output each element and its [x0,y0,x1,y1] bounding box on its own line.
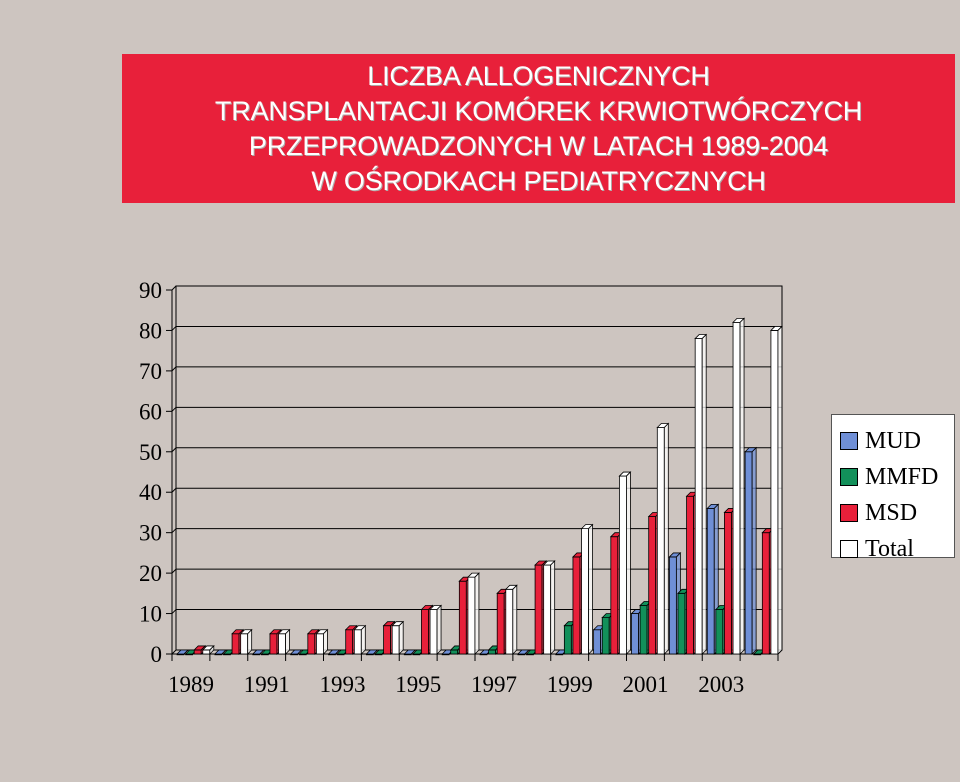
bar-total-1993 [354,630,361,654]
bar-msd-1999 [573,557,580,654]
bar-total-1998 [544,565,551,654]
bar-side-total-2004 [778,326,782,654]
bar-mmfd-2003 [716,610,723,654]
grid-line-side [172,610,176,614]
legend-label-total: Total [865,535,914,562]
y-tick-label: 60 [139,399,162,425]
x-tick-label: 1999 [546,672,593,697]
y-tick-label: 80 [139,318,162,344]
bar-msd-1996 [459,581,466,654]
grid-line-side [172,529,176,533]
bar-mmfd-1999 [564,626,571,654]
bar-side-total-1995 [437,606,441,654]
grid-line-side [172,448,176,452]
bar-msd-2000 [611,537,618,654]
y-tick-label: 70 [139,358,162,384]
legend-item-mmfd [840,459,954,495]
x-tick-label: 2003 [698,672,745,697]
bar-msd-2002 [687,496,694,654]
legend-label-mud: MUD [865,427,922,454]
bar-side-total-1998 [551,561,555,654]
bar-total-1989 [203,650,210,654]
bar-side-total-1993 [361,626,365,654]
bar-total-1999 [582,529,589,654]
bar-mmfd-2002 [678,593,685,654]
legend-label-msd: MSD [865,499,918,526]
grid-line-side [172,569,176,573]
bar-msd-2001 [649,516,656,654]
bar-mud-2004 [745,452,752,654]
x-tick-label: 2001 [622,672,669,697]
bar-total-2000 [619,476,626,654]
bar-mmfd-2001 [640,605,647,654]
bar-msd-1992 [308,634,315,654]
bar-side-total-1991 [286,630,290,654]
grid-line-side [172,488,176,492]
bar-total-1997 [506,589,513,654]
title-line-3: PRZEPROWADZONYCH W LATACH 1989-2004 [248,130,829,161]
y-tick-label: 10 [139,601,162,627]
bar-mud-2003 [707,508,714,654]
legend-swatch-mmfd [840,468,858,486]
bar-side-total-1992 [323,630,327,654]
chart-legend [831,414,955,562]
bar-msd-1994 [384,626,391,654]
bar-side-mud-2004 [752,448,756,654]
title-line-4: W OŚRODKACH PEDIATRYCZNYCH [311,165,766,196]
bar-total-1996 [468,577,475,654]
bar-side-total-2001 [664,424,668,654]
bar-side-total-1999 [589,525,593,654]
bar-msd-1993 [346,630,353,654]
y-tick-label: 50 [139,439,162,465]
bar-mmfd-1996 [451,650,458,654]
bar-mud-2000 [594,630,601,654]
bar-total-1991 [279,634,286,654]
x-tick-label: 1993 [319,672,366,697]
title-line-1: LICZBA ALLOGENICZNYCH [367,60,710,91]
bar-total-2002 [695,339,702,654]
x-tick-label: 1997 [470,672,517,697]
bar-total-2001 [657,428,664,654]
grid-line-side [172,650,176,654]
x-tick-label: 1989 [167,672,214,697]
bar-mmfd-1997 [489,650,496,654]
bar-side-total-1994 [399,622,403,654]
x-tick-label: 1991 [243,672,290,697]
bar-total-2004 [771,330,778,654]
bar-total-2003 [733,322,740,654]
x-tick-label: 1995 [395,672,442,697]
bar-msd-1997 [497,593,504,654]
legend-item-total [840,531,954,567]
grid-line-side [172,407,176,411]
bar-side-total-2003 [740,318,744,654]
bar-total-1994 [392,626,399,654]
bar-msd-1998 [535,565,542,654]
bar-side-total-2002 [702,335,706,654]
y-tick-label: 40 [139,480,162,506]
grid-line-side [172,367,176,371]
y-tick-label: 20 [139,561,162,587]
bar-msd-1995 [421,610,428,654]
bar-total-1992 [316,634,323,654]
bar-mud-2002 [669,557,676,654]
bar-total-1995 [430,610,437,654]
y-tick-label: 30 [139,520,162,546]
bar-mmfd-2000 [602,618,609,654]
bar-side-total-1997 [513,585,517,654]
legend-swatch-msd [840,504,858,522]
grid-line-side [172,286,176,290]
bar-msd-2004 [762,533,769,654]
grid-line-side [172,326,176,330]
bar-side-total-1996 [475,573,479,654]
bar-side-total-1990 [248,630,252,654]
legend-swatch-mud [840,432,858,450]
legend-item-mud [840,423,954,459]
legend-label-mmfd: MMFD [865,463,939,490]
bar-msd-2003 [724,512,731,654]
legend-swatch-total [840,540,858,558]
title-line-2: TRANSPLANTACJI KOMÓREK KRWIOTWÓRCZYCH [214,95,863,126]
y-tick-label: 0 [150,642,162,667]
bar-mud-2001 [632,614,639,654]
bar-msd-1991 [270,634,277,654]
y-tick-label: 90 [139,278,162,303]
bar-side-total-2000 [626,472,630,654]
bar-msd-1990 [232,634,239,654]
legend-item-msd [840,495,954,531]
bar-total-1990 [241,634,248,654]
bar-msd-1989 [194,650,201,654]
